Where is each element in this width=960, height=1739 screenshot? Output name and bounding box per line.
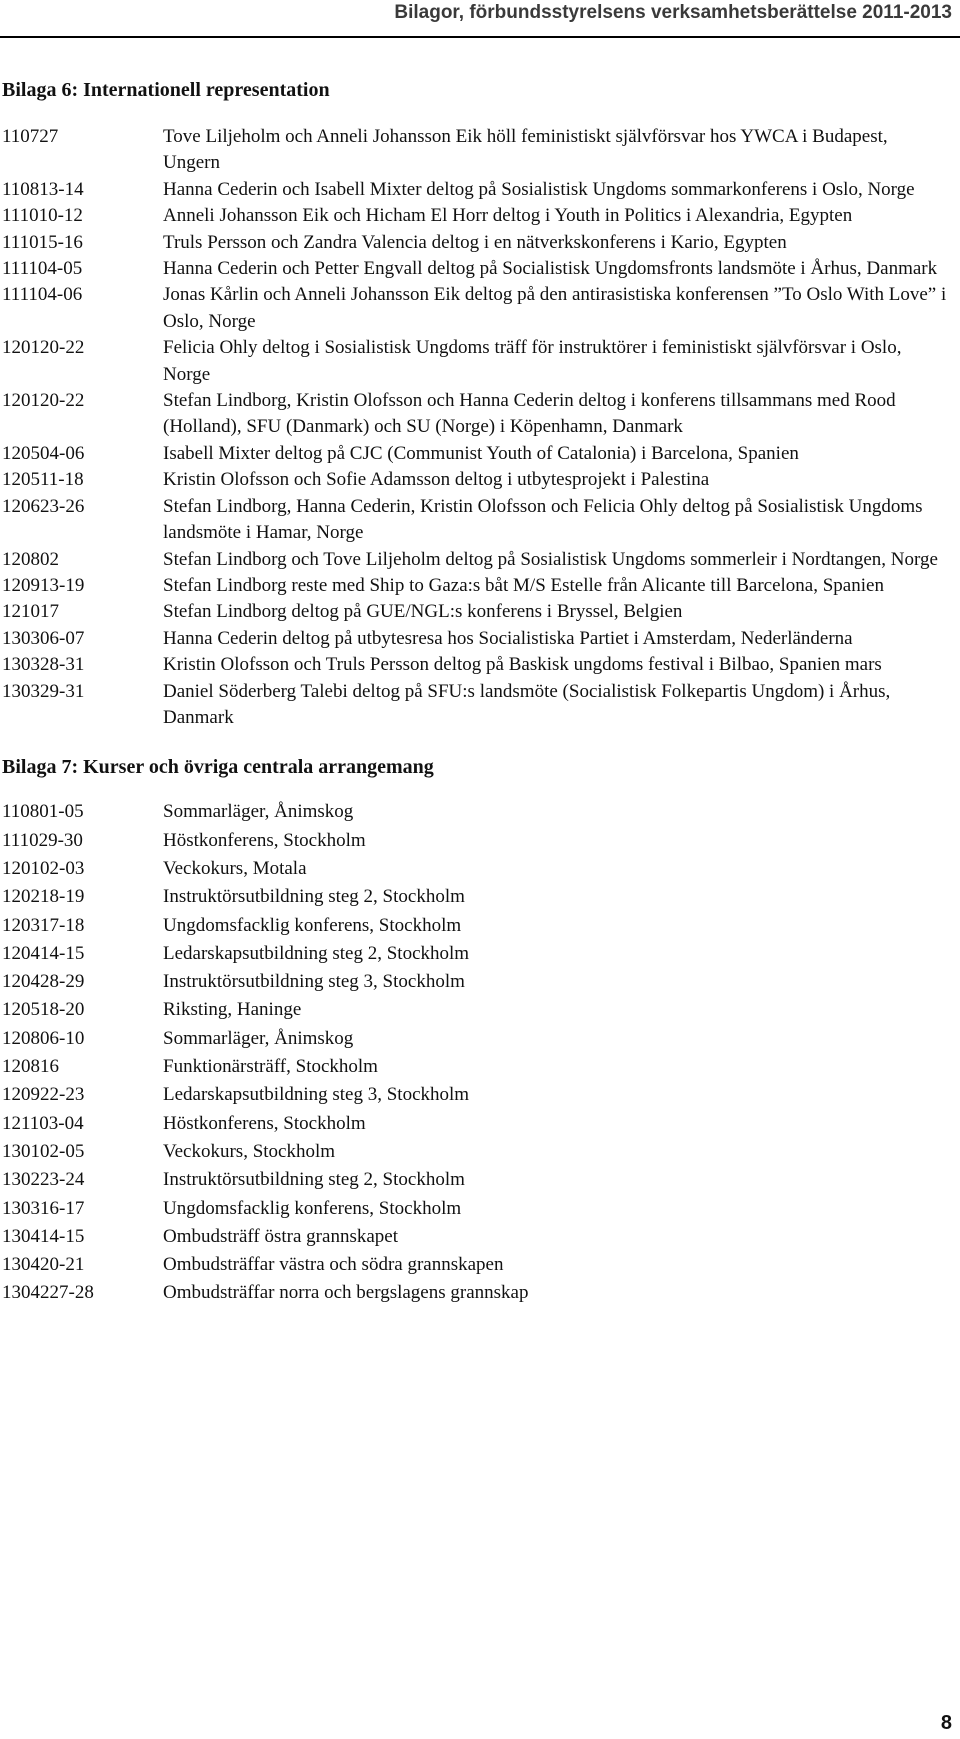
entry-date: 111010-12 <box>2 205 83 227</box>
entry-date: 111029-30 <box>2 829 83 851</box>
courses-events-list <box>2 798 952 1307</box>
list-item <box>2 883 952 911</box>
entry-date: 111104-06 <box>2 284 83 306</box>
entry-description: Stefan Lindborg reste med Ship to Gaza:s båt M/S Estelle från Alicante till Barcelona, Spanien <box>163 574 884 596</box>
list-item <box>2 467 952 493</box>
entry-date: 120518-20 <box>2 999 85 1021</box>
entry-description: Riksting, Haninge <box>163 999 302 1021</box>
entry-description: Ledarskapsutbildning steg 2, Stockholm <box>163 942 470 964</box>
list-item <box>2 1251 952 1279</box>
list-item <box>2 798 952 826</box>
page-number: 8 <box>940 1712 952 1734</box>
entry-date: 120218-19 <box>2 886 85 908</box>
entry-description: Kristin Olofsson och Truls Persson deltog på Baskisk ungdoms festival i Bilbao, Spanien mars <box>163 654 882 676</box>
international-representation-list <box>2 124 952 731</box>
running-header: Bilagor, förbundsstyrelsens verksamhetsberättelse 2011-2013 <box>394 2 952 23</box>
entry-description: Stefan Lindborg och Tove Liljeholm deltog på Sosialistisk Ungdoms sommerleir i Nordtangen, Norge <box>163 548 938 570</box>
list-item <box>2 996 952 1024</box>
list-item <box>2 968 952 996</box>
entry-description: Ungdomsfacklig konferens, Stockholm <box>163 914 462 936</box>
entry-date: 130329-31 <box>2 680 85 702</box>
entry-date: 130102-05 <box>2 1140 85 1162</box>
entry-date: 120102-03 <box>2 857 85 879</box>
entry-description: Instruktörsutbildning steg 2, Stockholm <box>163 886 465 908</box>
entry-date: 120913-19 <box>2 574 85 596</box>
entry-date: 121017 <box>2 601 59 623</box>
entry-description: Ombudsträffar norra och bergslagens grannskap <box>163 1282 529 1304</box>
list-item <box>2 1025 952 1053</box>
entry-date: 130223-24 <box>2 1169 85 1191</box>
entry-description: Tove Liljeholm och Anneli Johansson Eik höll feministiskt självförsvar hos YWCA i Budapest, Ungern <box>163 126 888 174</box>
entry-date: 111015-16 <box>2 231 83 253</box>
entry-date: 130414-15 <box>2 1225 85 1247</box>
entry-date: 120120-22 <box>2 337 85 359</box>
entry-date: 130328-31 <box>2 654 85 676</box>
entry-description: Felicia Ohly deltog i Sosialistisk Ungdoms träff för instruktörer i feministiskt självförsvar i Oslo, Norge <box>163 337 902 385</box>
entry-description: Kristin Olofsson och Sofie Adamsson deltog i utbytesprojekt i Palestina <box>163 469 710 491</box>
entry-date: 110727 <box>2 126 59 147</box>
entry-date: 120511-18 <box>2 469 84 491</box>
entry-date: 120504-06 <box>2 442 85 464</box>
section-heading-international: Bilaga 6: Internationell representation <box>2 79 330 101</box>
entry-date: 110801-05 <box>2 801 84 823</box>
list-item <box>2 1223 952 1251</box>
list-item <box>2 679 952 732</box>
entry-description: Funktionärsträff, Stockholm <box>163 1056 378 1078</box>
list-item <box>2 124 952 177</box>
entry-date: 121103-04 <box>2 1112 84 1134</box>
entry-description: Ledarskapsutbildning steg 3, Stockholm <box>163 1084 470 1106</box>
list-item <box>2 626 952 652</box>
entry-date: 120317-18 <box>2 914 85 936</box>
list-item <box>2 335 952 388</box>
entry-description: Ombudsträffar västra och södra grannskapen <box>163 1254 504 1276</box>
entry-description: Jonas Kårlin och Anneli Johansson Eik deltog på den antirasistiska konferensen ”To Oslo With Love” i Oslo, Norge <box>163 284 947 332</box>
list-item <box>2 177 952 203</box>
entry-date: 111104-05 <box>2 258 83 280</box>
list-item <box>2 1279 952 1307</box>
entry-date: 120120-22 <box>2 390 85 412</box>
list-item <box>2 230 952 256</box>
list-item <box>2 912 952 940</box>
list-item <box>2 1110 952 1138</box>
entry-description: Veckokurs, Stockholm <box>163 1140 336 1162</box>
list-item <box>2 1081 952 1109</box>
list-item <box>2 388 952 441</box>
entry-description: Instruktörsutbildning steg 2, Stockholm <box>163 1169 465 1191</box>
list-item <box>2 1053 952 1081</box>
entry-description: Truls Persson och Zandra Valencia deltog i en nätverkskonferens i Kario, Egypten <box>163 231 787 253</box>
entry-date: 120802 <box>2 548 59 570</box>
entry-date: 130420-21 <box>2 1254 85 1276</box>
list-item <box>2 203 952 229</box>
list-item <box>2 1166 952 1194</box>
document-body <box>2 78 952 1308</box>
entry-description: Anneli Johansson Eik och Hicham El Horr deltog i Youth in Politics i Alexandria, Egypten <box>163 205 853 227</box>
list-item <box>2 573 952 599</box>
entry-description: Stefan Lindborg deltog på GUE/NGL:s konferens i Bryssel, Belgien <box>163 601 683 623</box>
entry-date: 130306-07 <box>2 627 85 649</box>
entry-date: 110813-14 <box>2 178 84 200</box>
list-item <box>2 940 952 968</box>
entry-date: 120414-15 <box>2 942 85 964</box>
entry-description: Stefan Lindborg, Kristin Olofsson och Hanna Cederin deltog i konferens tillsammans med Rood (Holland), SFU (Danmark) och SU (Norge) i Köpenhamn, Danmark <box>163 390 896 438</box>
entry-description: Stefan Lindborg, Hanna Cederin, Kristin Olofsson och Felicia Ohly deltog på Sosialistisk Ungdoms landsmöte i Hamar, Norge <box>163 495 923 544</box>
list-item <box>2 827 952 855</box>
header-rule <box>0 36 960 38</box>
entry-description: Sommarläger, Ånimskog <box>163 801 354 823</box>
entry-description: Instruktörsutbildning steg 3, Stockholm <box>163 971 465 993</box>
entry-description: Höstkonferens, Stockholm <box>163 1112 366 1134</box>
list-item <box>2 599 952 625</box>
list-item <box>2 547 952 573</box>
entry-description: Daniel Söderberg Talebi deltog på SFU:s landsmöte (Socialistisk Folkepartis Ungdom) i Århus, Danmark <box>163 680 891 728</box>
entry-description: Hanna Cederin och Isabell Mixter deltog på Sosialistisk Ungdoms sommarkonferens i Oslo, Norge <box>163 178 915 200</box>
list-item <box>2 1138 952 1166</box>
entry-description: Sommarläger, Ånimskog <box>163 1027 354 1049</box>
entry-date: 130316-17 <box>2 1197 85 1219</box>
entry-date: 120816 <box>2 1056 59 1078</box>
list-item <box>2 855 952 883</box>
entry-date: 120922-23 <box>2 1084 85 1106</box>
entry-description: Ombudsträff östra grannskapet <box>163 1225 398 1247</box>
entry-date: 120428-29 <box>2 971 85 993</box>
list-item <box>2 1195 952 1223</box>
list-item <box>2 494 952 547</box>
entry-description: Ungdomsfacklig konferens, Stockholm <box>163 1197 462 1219</box>
entry-description: Isabell Mixter deltog på CJC (Communist Youth of Catalonia) i Barcelona, Spanien <box>163 442 799 464</box>
list-item <box>2 652 952 678</box>
entry-description: Hanna Cederin och Petter Engvall deltog på Socialistisk Ungdomsfronts landsmöte i Århus, Danmark <box>163 258 938 280</box>
list-item <box>2 441 952 467</box>
entry-description: Veckokurs, Motala <box>163 857 307 879</box>
list-item <box>2 282 952 335</box>
entry-description: Höstkonferens, Stockholm <box>163 829 366 851</box>
entry-date: 120806-10 <box>2 1027 85 1049</box>
list-item <box>2 256 952 282</box>
entry-date: 120623-26 <box>2 495 85 517</box>
entry-description: Hanna Cederin deltog på utbytesresa hos Socialistiska Partiet i Amsterdam, Nederländerna <box>163 627 853 649</box>
section-heading-courses: Bilaga 7: Kurser och övriga centrala arrangemang <box>2 756 434 779</box>
entry-date: 1304227-28 <box>2 1282 94 1304</box>
